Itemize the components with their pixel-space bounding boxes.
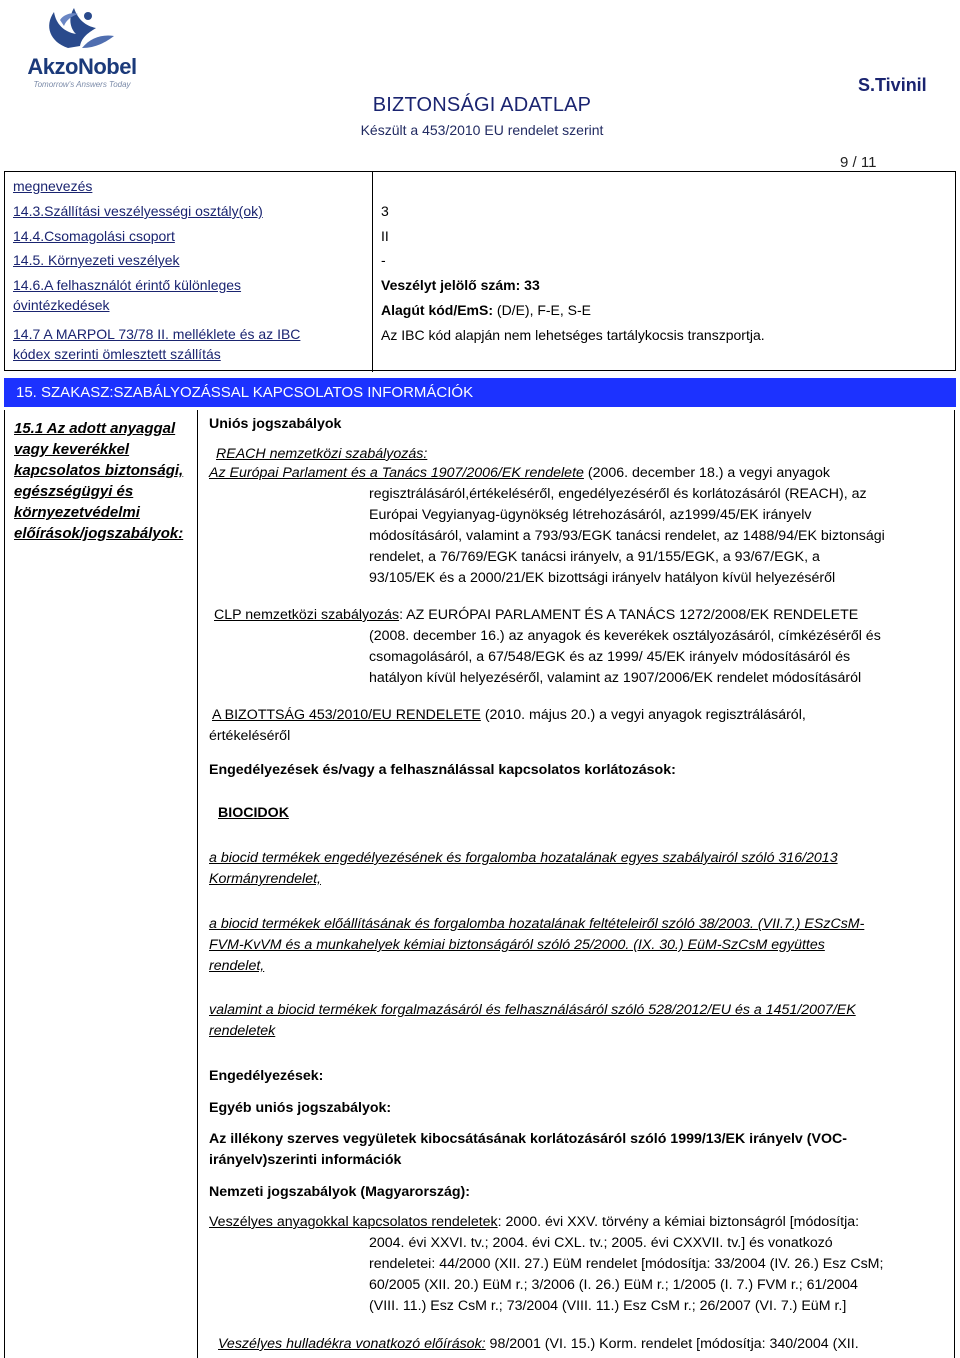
biocide-reg-2-line-2: FVM-KvVM és a munkahelyek kémiai biztonságáról szóló 25/2000. (IX. 30.) EüM-SzCsM együttes xyxy=(209,937,825,953)
tunnel-code-value: (D/E), F-E, S-E xyxy=(493,302,592,318)
reach-line-1 xyxy=(209,463,830,484)
hazardous-substances-label: Veszélyes anyagokkal kapcsolatos rendeletek xyxy=(209,1214,498,1230)
hazardous-waste-line-1 xyxy=(218,1334,859,1355)
logo-wordmark: AkzoNobel xyxy=(27,54,137,79)
commission-reg-date: (2010. május 20.) a vegyi anyagok regisztrálásáról, xyxy=(480,707,806,723)
document-subtitle: Készült a 453/2010 EU rendelet szerint xyxy=(360,122,604,138)
tunnel-code xyxy=(381,301,591,320)
env-hazard-label: 14.5. Környezeti veszélyek xyxy=(13,252,180,268)
hazardous-substances-law: : 2000. évi XXV. törvény a kémiai biztonságról [módosítja: xyxy=(497,1214,860,1230)
clp-line-3: csomagolásáról, a 67/548/EGK és az 1999/ 45/EK irányelv módosításáról és xyxy=(369,649,851,665)
marpol-label-line2: kódex szerinti ömlesztett szállítás xyxy=(13,346,221,362)
packing-group-label: 14.4.Csomagolási csoport xyxy=(13,228,175,244)
transport-class-label: 14.3.Szállítási veszélyességi osztály(ok) xyxy=(13,203,263,219)
hazardous-substances-line-3: rendeletei: 44/2000 (XII. 27.) EüM rendelet [módosítja: 33/2004 (IV. 26.) Esz CsM; xyxy=(369,1256,884,1272)
eu-legislation-heading: Uniós jogszabályok xyxy=(209,416,342,432)
precautions-label-line1: 14.6.A felhasználót érintő különleges xyxy=(13,277,242,293)
clp-label: CLP nemzetközi szabályozás xyxy=(214,607,400,623)
reach-line-3: Európai Vegyianyag-ügynökség létrehozásáról, az1999/45/EK irányelv xyxy=(369,507,812,523)
hazardous-waste-label: Veszélyes hulladékra vonatkozó előírások: xyxy=(218,1336,486,1352)
reach-regulation-title: Az Európai Parlament és a Tanács 1907/2006/EK rendelete xyxy=(209,465,584,481)
national-legislation-heading: Nemzeti jogszabályok (Magyarország): xyxy=(209,1184,470,1200)
reach-label: REACH nemzetközi szabályozás: xyxy=(216,446,428,462)
reach-regulation-date: (2006. december 18.) a vegyi anyagok xyxy=(583,465,830,481)
document-title: BIZTONSÁGI ADATLAP xyxy=(372,94,592,116)
hazardous-substances-line-4: 60/2005 (XII. 20.) EüM r.; 3/2006 (I. 26.) EüM r.; 1/2005 (I. 7.) FVM r.; 61/2004 xyxy=(369,1277,858,1293)
approvals-heading: Engedélyezések: xyxy=(209,1068,324,1084)
hazardous-substances-line-2: 2004. évi XXVI. tv.; 2004. évi CXL. tv.; 2005. évi CXXVII. tv.] és vonatkozó xyxy=(369,1235,833,1251)
clp-line-4: hatályon kívül helyezéséről, valamint az 1907/2006/EK rendelet módosításáról xyxy=(369,670,862,686)
ibc-note: Az IBC kód alapján nem lehetséges tartálykocsis transzportja. xyxy=(381,327,765,343)
page-border-right xyxy=(954,410,955,1358)
product-name: S.Tivinil xyxy=(858,75,927,95)
other-eu-heading: Egyéb uniós jogszabályok: xyxy=(209,1100,392,1116)
biocide-reg-3-line-2: rendeletek xyxy=(209,1023,276,1039)
packing-group-value: II xyxy=(381,228,389,244)
section-15-heading xyxy=(4,378,956,407)
section-15-title: 15. SZAKASZ:SZABÁLYOZÁSSAL KAPCSOLATOS INFORMÁCIÓK xyxy=(16,384,474,401)
marpol-label-line1: 14.7 A MARPOL 73/78 II. melléklete és az IBC xyxy=(13,326,301,342)
tunnel-code-label: Alagút kód/EmS: xyxy=(381,302,494,318)
clp-line-1 xyxy=(214,605,858,626)
logo-tagline: Tomorrow's Answers Today xyxy=(33,80,131,89)
precautions-label-line2: óvintézkedések xyxy=(13,297,110,313)
reach-line-4: módosításáról, valamint a 793/93/EGK tanácsi rendelet, az 1488/94/EK biztonsági xyxy=(369,528,885,544)
regulations-label-column xyxy=(4,410,198,1358)
akzonobel-logo xyxy=(20,2,144,97)
clp-regulation: : AZ EURÓPAI PARLAMENT ÉS A TANÁCS 1272/2008/EK RENDELETE xyxy=(399,607,859,623)
table-divider xyxy=(372,172,373,372)
hazardous-substances-line-5: (VIII. 11.) Esz CsM r.; 73/2004 (VIII. 11.) Esz CsM r.; 26/2007 (VI. 7.) EüM r.] xyxy=(369,1298,847,1314)
logo-emblem-icon xyxy=(20,2,144,58)
commission-reg-line-2: értékeléséről xyxy=(209,728,291,744)
hazardous-waste-regulation: 98/2001 (VI. 15.) Korm. rendelet [módosítja: 340/2004 (XII. xyxy=(485,1336,859,1352)
commission-reg-title: A BIZOTTSÁG 453/2010/EU RENDELETE xyxy=(212,707,481,723)
biocide-reg-1-line-2: Kormányrendelet, xyxy=(209,871,321,887)
transport-name-label: megnevezés xyxy=(13,178,93,194)
biocide-reg-2-line-3: rendelet, xyxy=(209,958,265,974)
transport-info-table xyxy=(4,171,956,371)
biocides-heading: BIOCIDOK xyxy=(218,805,289,821)
authorisations-heading: Engedélyezések és/vagy a felhasználással kapcsolatos korlátozások: xyxy=(209,762,676,778)
page-number: 9 / 11 xyxy=(840,154,877,171)
transport-class-value: 3 xyxy=(381,203,389,219)
regulations-label: 15.1 Az adott anyaggal vagy keverékkel kapcsolatos biztonsági, egészségügyi és környezetvédelmi előírások/jogszabályok: xyxy=(14,420,184,542)
env-hazard-value: - xyxy=(381,252,386,268)
voc-directive-line-2: irányelv)szerinti információk xyxy=(209,1152,402,1168)
hazard-number: Veszélyt jelölő szám: 33 xyxy=(381,277,540,293)
commission-reg-line-1 xyxy=(209,705,806,726)
voc-directive-line-1: Az illékony szerves vegyületek kibocsátásának korlátozásáról szóló 1999/13/EK irányelv (VOC- xyxy=(209,1131,847,1147)
reach-line-5: rendelet, a 76/769/EGK tanácsi irányelv, a 91/155/EGK, a 93/67/EGK, a xyxy=(369,549,820,565)
reach-line-6: 93/105/EK és a 2000/21/EK bizottsági irányelv hatályon kívül helyezéséről xyxy=(369,570,836,586)
clp-line-2: (2008. december 16.) az anyagok és keverékek osztályozásáról, címkézéséről és xyxy=(369,628,881,644)
biocide-reg-2-line-1: a biocid termékek előállításának és forgalomba hozatalának feltételeiről szóló 38/2003. (VII.7.) ESzCsM- xyxy=(209,916,865,932)
biocide-reg-3-line-1: valamint a biocid termékek forgalmazásáról és felhasználásáról szóló 528/2012/EU és a 1451/2007/EK xyxy=(209,1002,856,1018)
biocide-reg-1-line-1: a biocid termékek engedélyezésének és forgalomba hozatalának egyes szabályairól szóló 316/2013 xyxy=(209,850,838,866)
reach-line-2: regisztrálásáról,értékeléséről, engedélyezéséről és korlátozásáról (REACH), az xyxy=(369,486,867,502)
hazardous-substances-line-1 xyxy=(209,1212,859,1233)
